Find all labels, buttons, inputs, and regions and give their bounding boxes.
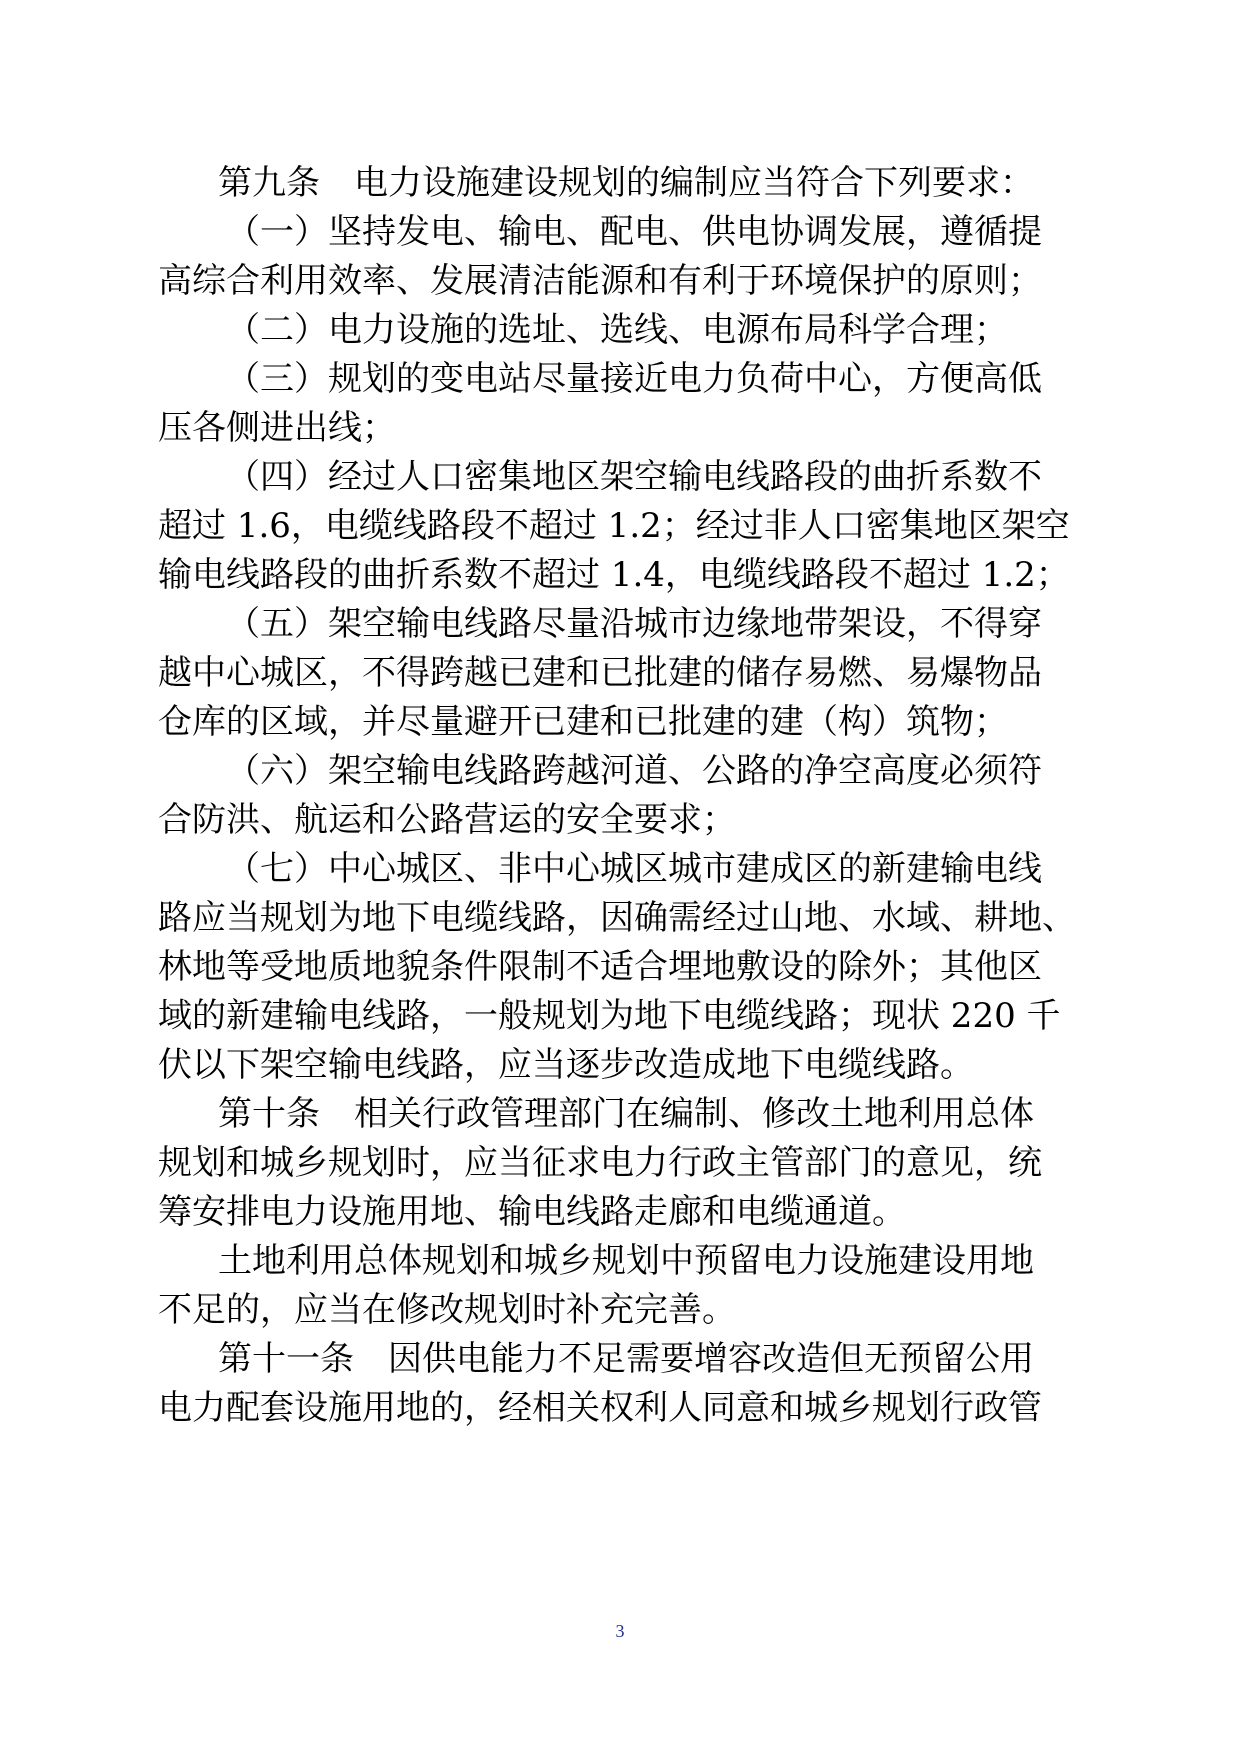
text-line: 不足的，应当在修改规划时补充完善。 [158,1290,736,1330]
text-line: （二）电力设施的选址、选线、电源布局科学合理； [226,310,1008,350]
text-line: 合防洪、航运和公路营运的安全要求； [158,800,736,840]
text-line: 电力配套设施用地的，经相关权利人同意和城乡规划行政管 [158,1388,1042,1428]
text-line: （六）架空输电线路跨越河道、公路的净空高度必须符 [226,751,1042,791]
text-line: 输电线路段的曲折系数不超过 1.4，电缆线路段不超过 1.2； [158,555,1070,595]
text-line: 第十一条 因供电能力不足需要增容改造但无预留公用 [218,1339,1034,1379]
text-line: 仓库的区域，并尽量避开已建和已批建的建（构）筑物； [158,702,1008,742]
text-line: 筹安排电力设施用地、输电线路走廊和电缆通道。 [158,1192,906,1232]
text-line: （五）架空输电线路尽量沿城市边缘地带架设，不得穿 [226,604,1042,644]
text-line: 超过 1.6，电缆线路段不超过 1.2；经过非人口密集地区架空 [158,506,1070,546]
text-line: （四）经过人口密集地区架空输电线路段的曲折系数不 [226,457,1042,497]
text-line: 压各侧进出线； [158,408,396,448]
text-line: 伏以下架空输电线路，应当逐步改造成地下电缆线路。 [158,1045,974,1085]
page-number: 3 [615,1621,625,1641]
text-line: 第十条 相关行政管理部门在编制、修改土地利用总体 [218,1094,1034,1134]
text-line: 越中心城区，不得跨越已建和已批建的储存易燃、易爆物品 [158,653,1042,693]
text-line: （一）坚持发电、输电、配电、供电协调发展，遵循提 [226,212,1042,252]
text-line: 规划和城乡规划时，应当征求电力行政主管部门的意见，统 [158,1143,1042,1183]
text-line: （七）中心城区、非中心城区城市建成区的新建输电线 [226,849,1042,889]
text-line: 高综合利用效率、发展清洁能源和有利于环境保护的原则； [158,261,1042,301]
text-line: 域的新建输电线路，一般规划为地下电缆线路；现状 220 千 [158,996,1061,1036]
text-line: 林地等受地质地貌条件限制不适合埋地敷设的除外；其他区 [158,947,1042,987]
text-line: 土地利用总体规划和城乡规划中预留电力设施建设用地 [218,1241,1034,1281]
text-line: （三）规划的变电站尽量接近电力负荷中心，方便高低 [226,359,1042,399]
text-line: 第九条 电力设施建设规划的编制应当符合下列要求： [218,163,1034,203]
text-line: 路应当规划为地下电缆线路，因确需经过山地、水域、耕地、 [158,898,1076,938]
